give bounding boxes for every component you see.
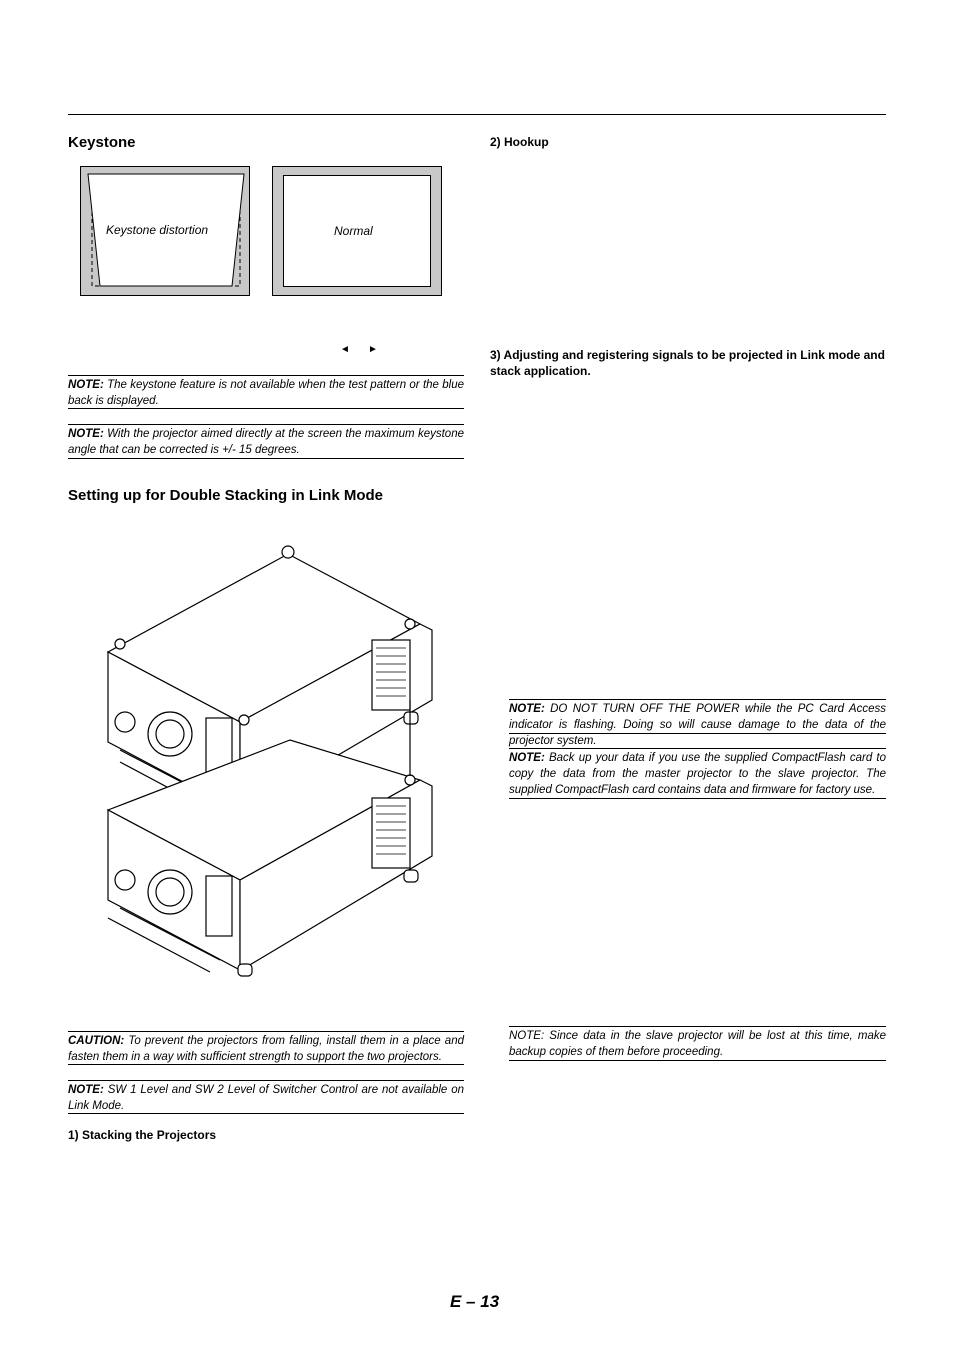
keystone-heading: Keystone <box>68 134 136 151</box>
step2-heading: 2) Hookup <box>490 135 549 149</box>
note6-top-rule <box>509 1026 886 1027</box>
stacked-projectors-illustration <box>100 540 440 980</box>
note1-bottom-rule <box>68 408 464 409</box>
note2-text: With the projector aimed directly at the screen the maximum keystone angle that can be corrected is +/- 15 degrees. <box>68 428 464 456</box>
note3 <box>68 1082 464 1114</box>
note4-text: DO NOT TURN OFF THE POWER while the PC Card Access indicator is flashing. Doing so will cause damage to the data of the projector system. <box>509 703 886 747</box>
note4-label: NOTE: <box>509 703 545 715</box>
note1-text: The keystone feature is not available when the test pattern or the blue back is displayed. <box>68 379 464 407</box>
normal-label: Normal <box>334 224 373 238</box>
caution-note <box>68 1033 464 1065</box>
caution-top-rule <box>68 1031 464 1032</box>
note3-text: SW 1 Level and SW 2 Level of Switcher Control are not available on Link Mode. <box>68 1084 464 1112</box>
note5 <box>509 750 886 798</box>
note1-top-rule <box>68 375 464 376</box>
page-number: E – 13 <box>450 1292 500 1311</box>
note2-bottom-rule <box>68 458 464 459</box>
keystone-distortion-label: Keystone distortion <box>106 223 209 237</box>
note3-top-rule <box>68 1080 464 1081</box>
note5-text: Back up your data if you use the supplied CompactFlash card to copy the data from the master projector to the slave projector. The supplied CompactFlash card contains data and firmware for factory use. <box>509 752 886 796</box>
note2-label: NOTE: <box>68 428 104 440</box>
note3-bottom-rule <box>68 1113 464 1114</box>
note4-top-rule <box>509 699 886 700</box>
note6-bottom-rule <box>509 1060 886 1061</box>
note5-top-rule <box>509 748 886 749</box>
note6: NOTE: Since data in the slave projector will be lost at this time, make backup copies of them before proceeding. <box>509 1030 886 1058</box>
note2-top-rule <box>68 424 464 425</box>
caution-bottom-rule <box>68 1064 464 1065</box>
note3-label: NOTE: <box>68 1084 104 1096</box>
stacking-heading: Setting up for Double Stacking in Link Mode <box>68 487 383 504</box>
caution-label: CAUTION: <box>68 1035 125 1047</box>
note1 <box>68 377 464 409</box>
left-arrow-icon: ◄ <box>340 344 350 355</box>
note4-bottom-rule <box>509 733 886 734</box>
step1-heading: 1) Stacking the Projectors <box>68 1128 217 1142</box>
caution-text: To prevent the projectors from falling, install them in a place and fasten them in a way with sufficient strength to support the two projectors. <box>68 1035 464 1063</box>
right-arrow-icon: ► <box>368 344 378 355</box>
note5-label: NOTE: <box>509 752 545 764</box>
note2 <box>68 426 464 458</box>
note4 <box>509 701 886 749</box>
step3-heading: 3) Adjusting and registering signals to be projected in Link mode and stack application. <box>490 348 885 378</box>
note1-label: NOTE: <box>68 379 104 391</box>
header-rule <box>68 114 886 115</box>
note5-bottom-rule <box>509 798 886 799</box>
